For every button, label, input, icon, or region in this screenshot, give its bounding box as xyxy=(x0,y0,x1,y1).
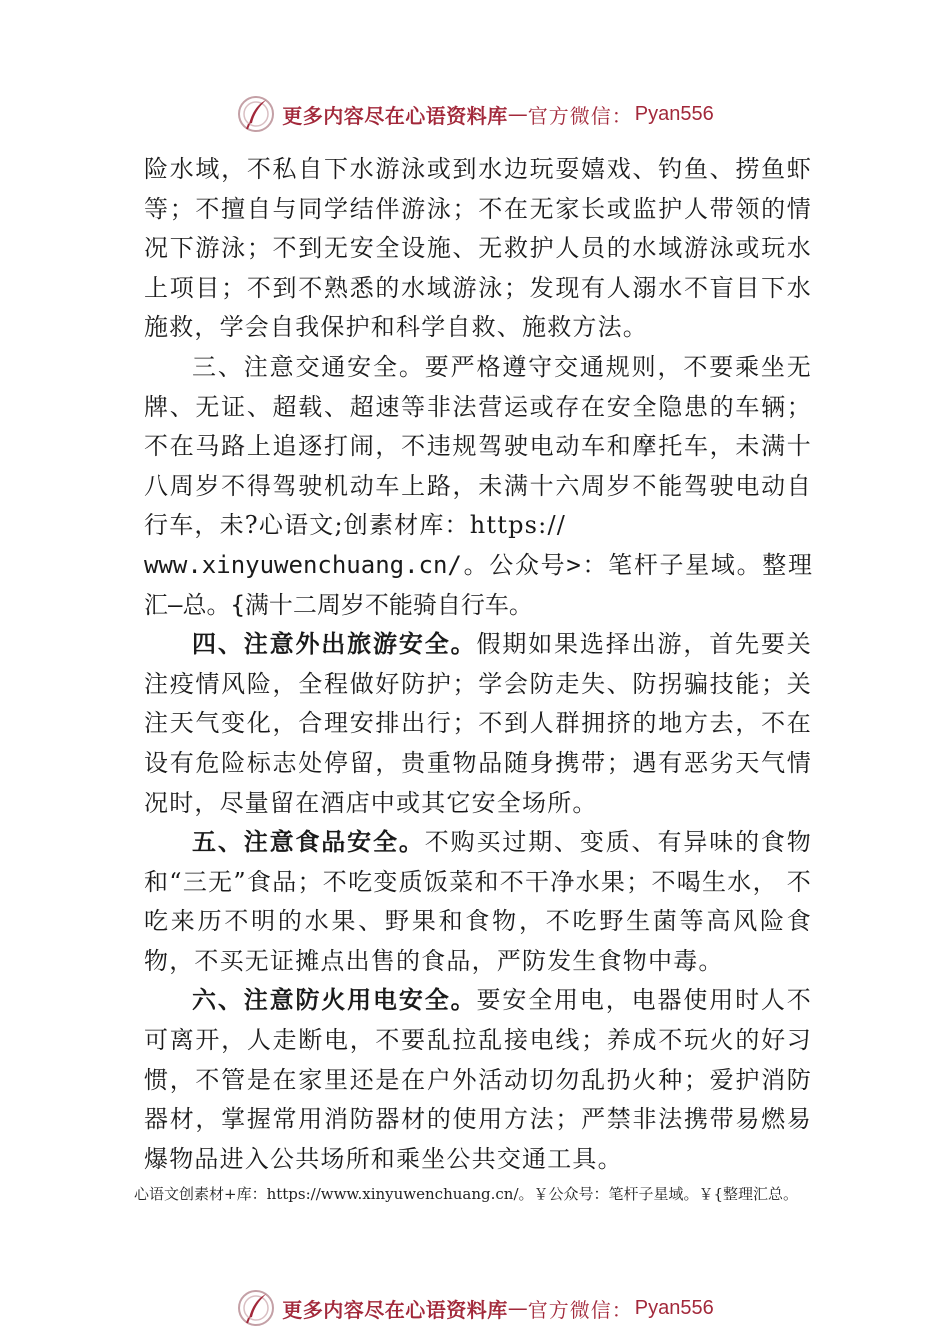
wechat-id: Pyan556 xyxy=(634,102,714,125)
brand-separator: — xyxy=(507,102,528,126)
footer-banner xyxy=(0,1284,950,1332)
travel-safety-text: 假期如果选择出游，首先要关注疫情风险，全程做好防护；学会防走失、防拐骗技能；关注天气变化，合理安排出行；不到人群拥挤的地方去，不在设有危险标志处停留，贵重物品随身携带；遇有恶劣天气情况时，尽量留在酒店中或其它安全场所。 xyxy=(144,630,812,817)
brand-separator: — xyxy=(507,1296,528,1320)
document-body xyxy=(144,150,812,1179)
quill-logo-icon xyxy=(236,94,276,134)
fire-safety-heading: 六、注意防火用电安全。 xyxy=(192,986,477,1015)
brand-text: 更多内容尽在心语资料库 xyxy=(282,103,508,128)
traffic-safety-text: 三、注意交通安全。要严格遵守交通规则，不要乘坐无牌、无证、超载、超速等非法营运或存在安全隐患的车辆；不在马路上追逐打闹，不违规驾驶电动车和摩托车，未满十八周岁不得驾驶机动车上路，未满十六周岁不能驾驶电动自行车，未?心语文;创素材库：https:// xyxy=(144,352,812,540)
brand-text: 更多内容尽在心语资料库 xyxy=(282,1297,508,1322)
traffic-safety-url-text: www.xinyuwenchuang.cn/。公众号>：笔杆子星域。整理汇—总。{满十二周岁不能骑自行车。 xyxy=(144,550,812,619)
travel-safety-heading: 四、注意外出旅游安全。 xyxy=(192,630,477,659)
wechat-label: 官方微信： xyxy=(527,103,633,128)
paragraph-food-safety xyxy=(144,823,812,981)
food-safety-text: 不购买过期、变质、有异味的食物和“三无”食品；不吃变质饭菜和不干净水果；不喝生水， 不吃来历不明的水果、野果和食物，不吃野生菌等高风险食物，不买无证摊点出售的食品，严防发生食物中毒。 xyxy=(144,828,812,975)
paragraph-fire-electric-safety xyxy=(144,981,812,1179)
paragraph-water-safety: 险水域，不私自下水游泳或到水边玩耍嬉戏、钓鱼、捞鱼虾等；不擅自与同学结伴游泳；不在无家长或监护人带领的情况下游泳；不到无安全设施、无救护人员的水域游泳或玩水上项目；不到不熟悉的水域游泳；发现有人溺水不盲目下水施救，学会自我保护和科学自救、施救方法。 xyxy=(144,155,812,342)
wechat-label: 官方微信： xyxy=(527,1297,633,1322)
header-banner xyxy=(0,90,950,138)
source-footnote: 心语文创素材+库：https://www.xinyuwenchuang.cn/。￥公众号：笔杆子星域。￥{整理汇总。 xyxy=(134,1185,799,1203)
quill-logo-icon xyxy=(236,1288,276,1328)
fire-safety-text: 要安全用电，电器使用时人不可离开，人走断电，不要乱拉乱接电线；养成不玩火的好习惯，不管是在家里还是在户外活动切勿乱扔火种；爱护消防器材，掌握常用消防器材的使用方法；严禁非法携带易燃易爆物品进入公共场所和乘坐公共交通工具。 xyxy=(144,986,812,1173)
paragraph-traffic-safety-cont xyxy=(144,546,812,625)
wechat-id: Pyan556 xyxy=(634,1296,714,1319)
paragraph-traffic-safety xyxy=(144,348,812,546)
food-safety-heading: 五、注意食品安全。 xyxy=(192,828,425,857)
paragraph-travel-safety xyxy=(144,625,812,823)
